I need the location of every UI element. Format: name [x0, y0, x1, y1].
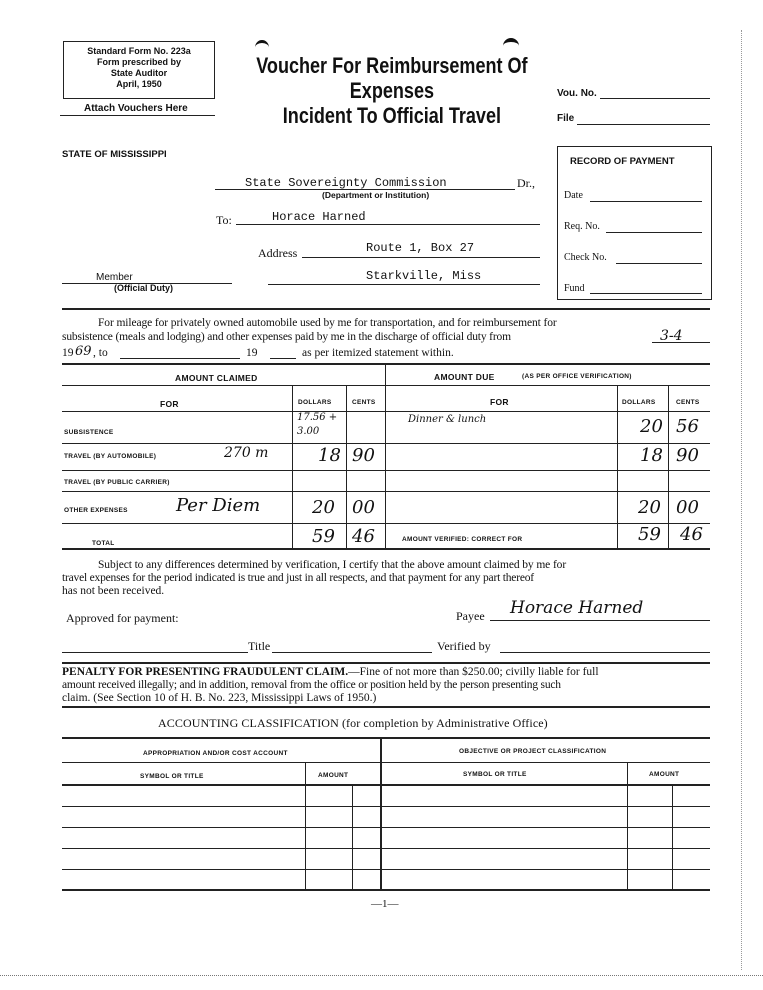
department-value: State Sovereignty Commission	[245, 176, 447, 190]
title-line2: Incident To Official Travel	[282, 103, 501, 128]
amount-due-header: AMOUNT DUE	[434, 372, 495, 382]
title-label: Title	[248, 639, 271, 653]
other-note: Per Diem	[176, 495, 261, 516]
page-number: —1—	[371, 898, 399, 910]
mileage-text-1: For mileage for privately owned automobile used by me for transportation, and for reimbursement for	[98, 317, 557, 329]
department-suffix: Dr.,	[517, 176, 535, 190]
record-title: RECORD OF PAYMENT	[570, 156, 675, 167]
address-line1: Route 1, Box 27	[366, 241, 475, 255]
certify-text-1: Subject to any differences determined by verification, I certify that the above amount claimed by me for	[98, 559, 567, 571]
to-value: Horace Harned	[272, 210, 366, 224]
total-dollars: 59	[312, 526, 335, 547]
claimed-for-header: FOR	[160, 399, 179, 409]
row-label-subsistence: SUBSISTENCE	[64, 429, 114, 436]
travel-auto-note: 270 m	[224, 445, 269, 461]
right-amount-header: AMOUNT	[649, 771, 680, 778]
record-check-label: Check No.	[564, 252, 607, 263]
scan-edge-bottom	[0, 975, 763, 976]
verified-dollars: 59	[638, 524, 661, 545]
appropriation-header: APPROPRIATION AND/OR COST ACCOUNT	[143, 750, 288, 757]
form-number-line4: April, 1950	[116, 79, 162, 89]
other-due-cents: 00	[676, 497, 699, 518]
penalty-text-2: amount received illegally; and in addition, removal from the office or position held by the person presenting such	[62, 679, 561, 691]
record-fund-label: Fund	[564, 283, 585, 294]
subsistence-due-for: Dinner & lunch	[408, 414, 487, 425]
verified-cents: 46	[680, 524, 703, 545]
form-number-line2: Form prescribed by	[96, 57, 182, 67]
address-label: Address	[258, 246, 298, 260]
objective-header: OBJECTIVE OR PROJECT CLASSIFICATION	[459, 748, 607, 755]
page-title	[232, 53, 528, 128]
other-cents: 00	[352, 497, 375, 518]
subsistence-claimed-note: 17.56 + 3.00	[297, 412, 338, 437]
travel-auto-cents: 90	[352, 445, 375, 466]
mileage-to-label: , to	[93, 347, 108, 359]
travel-auto-due-cents: 90	[676, 445, 699, 466]
row-label-travel-public: TRAVEL (BY PUBLIC CARRIER)	[64, 479, 170, 486]
certify-text-2: travel expenses for the period indicated is true and just in all respects, and that payment for any part thereof	[62, 572, 534, 584]
total-cents: 46	[352, 526, 375, 547]
travel-auto-due-dollars: 18	[640, 445, 663, 466]
state-label: STATE OF MISSISSIPPI	[62, 149, 167, 160]
address-line2: Starkville, Miss	[366, 269, 482, 283]
mileage-text-2: subsistence (meals and lodging) and other expenses paid by me in the discharge of official duty from	[62, 331, 511, 343]
mileage-per: as per itemized statement within.	[302, 347, 454, 359]
seal-ornament-right	[503, 38, 519, 54]
member-value: Member	[96, 272, 133, 283]
form-number-line1: Standard Form No. 223a	[87, 46, 191, 56]
amount-claimed-header: AMOUNT CLAIMED	[175, 373, 258, 383]
file-label: File	[557, 113, 575, 124]
attach-vouchers-label: Attach Vouchers Here	[84, 103, 188, 114]
due-dollars-header: DOLLARS	[622, 399, 656, 406]
mileage-year-prefix: 19	[62, 347, 74, 359]
certify-text-3: has not been received.	[62, 585, 165, 597]
amount-due-sub: (AS PER OFFICE VERIFICATION)	[522, 373, 632, 380]
to-label: To:	[216, 213, 232, 227]
verified-label: AMOUNT VERIFIED: CORRECT FOR	[402, 536, 523, 543]
mileage-from-value: 3-4	[660, 328, 683, 344]
verified-by-label: Verified by	[437, 639, 491, 653]
payee-signature: Horace Harned	[510, 598, 644, 618]
title-line1: Voucher For Reimbursement Of Expenses	[256, 53, 528, 103]
form-number-line3: State Auditor	[110, 68, 168, 78]
due-cents-header: CENTS	[676, 399, 700, 406]
record-of-payment-box	[557, 146, 712, 300]
other-dollars: 20	[312, 497, 335, 518]
member-caption: (Official Duty)	[114, 283, 174, 293]
scan-edge-right	[741, 30, 742, 970]
accounting-title: ACCOUNTING CLASSIFICATION (for completion by Administrative Office)	[158, 716, 548, 730]
claimed-dollars-header: DOLLARS	[298, 399, 332, 406]
travel-auto-dollars: 18	[318, 445, 341, 466]
penalty-text-1: —Fine of not more than $250.00; civilly liable for full	[348, 666, 599, 678]
due-for-header: FOR	[490, 397, 509, 407]
penalty-text	[62, 666, 712, 705]
vou-no-label: Vou. No.	[557, 88, 597, 99]
penalty-text-3: claim. (See Section 10 of H. B. No. 223, Mississippi Laws of 1950.)	[62, 692, 377, 704]
payee-label: Payee	[456, 609, 485, 623]
other-due-dollars: 20	[638, 497, 661, 518]
left-amount-header: AMOUNT	[318, 772, 349, 779]
approved-label: Approved for payment:	[66, 611, 179, 625]
record-date-label: Date	[564, 190, 583, 201]
mileage-year2: 19	[246, 347, 258, 359]
left-symbol-header: SYMBOL OR TITLE	[140, 773, 204, 780]
seal-ornament-left	[255, 40, 269, 55]
subsistence-due-cents: 56	[676, 416, 699, 437]
mileage-year-value: 69	[75, 344, 92, 359]
total-label: TOTAL	[92, 540, 115, 547]
row-label-other: OTHER EXPENSES	[64, 507, 128, 514]
right-symbol-header: SYMBOL OR TITLE	[463, 771, 527, 778]
form-number-box	[63, 41, 215, 99]
department-caption: (Department or Institution)	[322, 190, 430, 200]
penalty-bold: PENALTY FOR PRESENTING FRAUDULENT CLAIM.	[62, 666, 349, 678]
subsistence-due-dollars: 20	[640, 416, 663, 437]
record-req-label: Req. No.	[564, 221, 600, 232]
claimed-cents-header: CENTS	[352, 399, 376, 406]
row-label-travel-auto: TRAVEL (BY AUTOMOBILE)	[64, 453, 157, 460]
